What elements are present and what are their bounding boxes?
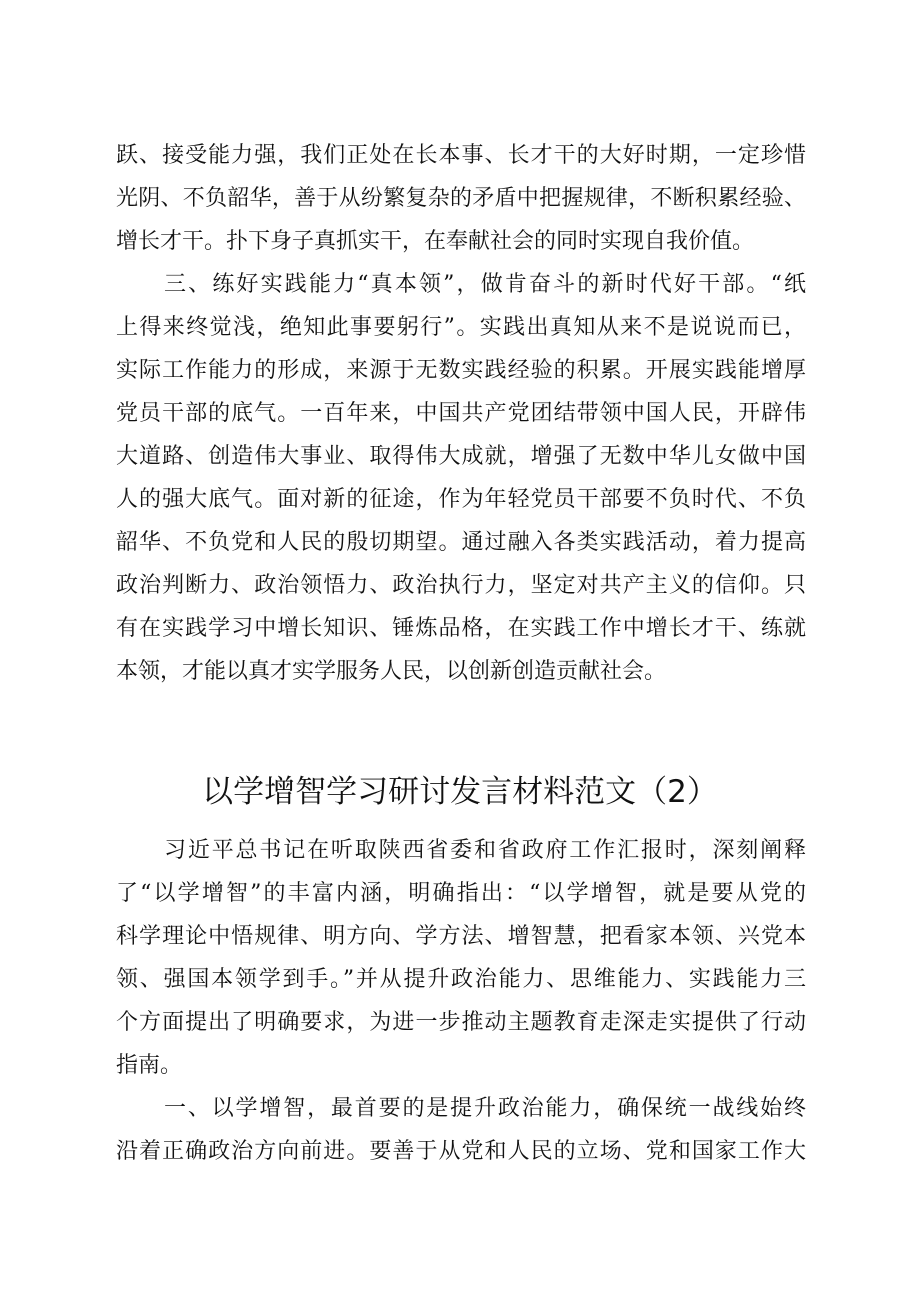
body-line: 光阴、不负韶华，善于从纷繁复杂的矛盾中把握规律，不断积累经验、 xyxy=(116,186,806,211)
body-line: 人的强大底气。面对新的征途，作为年轻党员干部要不负时代、不负 xyxy=(116,487,806,512)
body-line: 党员干部的底气。一百年来，中国共产党团结带领中国人民，开辟伟 xyxy=(116,401,806,426)
body-line: 指南。 xyxy=(116,1053,183,1078)
body-line: 大道路、创造伟大事业、取得伟大成就，增强了无数中华儿女做中国 xyxy=(116,444,806,469)
document-title: 以学增智学习研讨发言材料范文（2） xyxy=(202,774,718,810)
body-line: 一、以学增智，最首要的是提升政治能力，确保统一战线始终 xyxy=(164,1096,806,1121)
body-line: 本领，才能以真才实学服务人民，以创新创造贡献社会。 xyxy=(116,659,667,684)
body-line: 科学理论中悟规律、明方向、学方法、增智慧，把看家本领、兴党本 xyxy=(116,924,806,949)
body-line: 实际工作能力的形成，来源于无数实践经验的积累。开展实践能增厚 xyxy=(116,358,806,383)
body-line: 了“以学增智”的丰富内涵，明确指出：“以学增智，就是要从党的 xyxy=(116,881,806,906)
body-line: 领、强国本领学到手。”并从提升政治能力、思维能力、实践能力三 xyxy=(116,967,806,992)
body-line: 政治判断力、政治领悟力、政治执行力，坚定对共产主义的信仰。只 xyxy=(116,573,806,598)
body-line: 习近平总书记在听取陕西省委和省政府工作汇报时，深刻阐释 xyxy=(164,838,806,863)
body-line: 增长才干。扑下身子真抓实干，在奉献社会的同时实现自我价值。 xyxy=(116,229,755,254)
body-line: 跃、接受能力强，我们正处在长本事、长才干的大好时期，一定珍惜 xyxy=(116,143,806,168)
body-line: 沿着正确政治方向前进。要善于从党和人民的立场、党和国家工作大 xyxy=(116,1139,806,1164)
body-line: 三、练好实践能力“真本领”，做肯奋斗的新时代好干部。“纸 xyxy=(164,272,806,297)
body-line: 韶华、不负党和人民的殷切期望。通过融入各类实践活动，着力提高 xyxy=(116,530,806,555)
body-line: 个方面提出了明确要求，为进一步推动主题教育走深走实提供了行动 xyxy=(116,1010,806,1035)
body-line: 有在实践学习中增长知识、锤炼品格，在实践工作中增长才干、练就 xyxy=(116,616,806,641)
body-line: 上得来终觉浅，绝知此事要躬行”。实践出真知从来不是说说而已， xyxy=(116,315,806,340)
